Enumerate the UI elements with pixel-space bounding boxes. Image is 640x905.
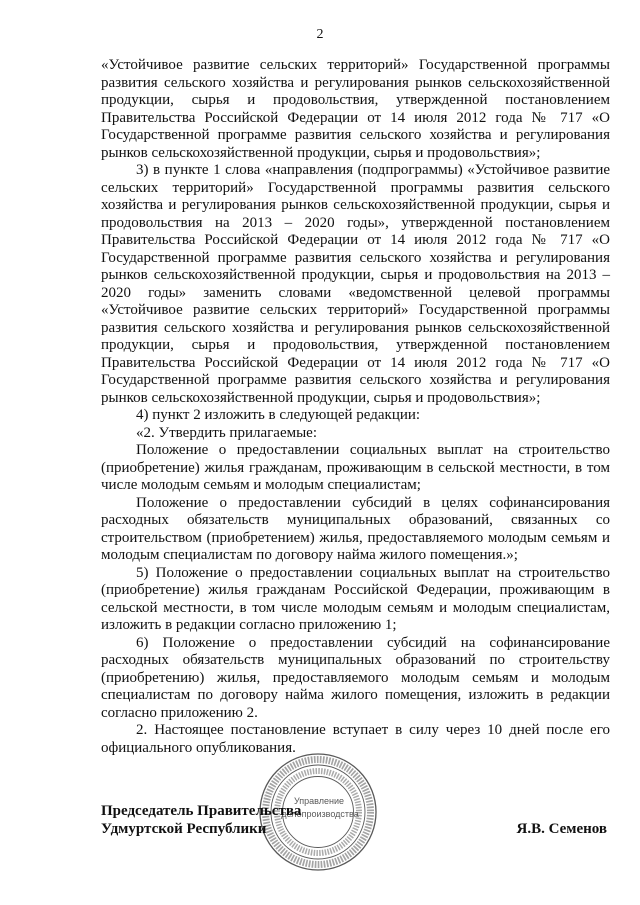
text-line: изложить в редакции согласно приложению 1; [101,617,397,633]
text-line: молодым специалистам по договору найма жилого помещения.»; [101,547,518,563]
text-line: расходных обязательств муниципальных образований, связанных со [101,512,610,528]
text-line: специалистам по договору найма жилого помещения, изложить в редакции [101,687,610,703]
signatory-title-line-2: Удмуртской Республики [101,821,267,837]
text-line: Государственной программе развития сельского хозяйства и регулирования [101,249,610,266]
paragraph-3 [101,407,610,425]
text-line: 4) пункт 2 изложить в следующей редакции: [136,407,421,423]
text-line: Государственной программе развития сельского хозяйства и регулирования [101,127,610,143]
text-line: строительством (приобретением) жилья, предоставляемого молодым семьям и [101,529,610,546]
text-line: продукции, сырья и продовольствия, утвержденной постановлением [101,92,610,108]
text-line: числе молодым семьям и молодым специалистам; [101,477,421,493]
paragraph-2 [101,162,610,407]
paragraph-6 [101,495,610,565]
text-line: Правительства Российской Федерации от 14 июля 2012 года № 717 «О [101,354,610,371]
seal-center-line-1: Управление [293,796,345,806]
document-body [101,57,610,757]
text-line: сельских территорий» Государственной программы развития сельского [101,179,610,196]
seal-center-line-2: делопроизводства [281,809,359,819]
text-line: рынков сельскохозяйственной продукции, сырья и продовольствия на 2013 – [101,267,610,283]
paragraph-1 [101,57,610,162]
text-line: сельской местности, в том числе молодым семьям и молодым специалистам, [101,599,610,616]
text-line: Положение о предоставлении социальных выплат на строительство [136,442,610,458]
text-line: официального опубликования. [101,739,296,756]
text-line: «Устойчивое развитие сельских территорий» Государственной программы [101,57,610,73]
page-number: 2 [316,27,324,42]
signatory-name: Я.В. Семенов [516,821,607,837]
text-line: (приобретению) жилья, предоставляемого молодым семьям и молодым [101,669,610,686]
text-line: «2. Утвердить прилагаемые: [136,424,317,441]
text-line: (приобретение) жилья гражданам, проживающим в сельской местности, в том [101,459,610,476]
text-line: продукции, сырья и продовольствия, утвержденной постановлением [101,337,610,353]
paragraph-4 [101,425,610,443]
text-line: развития сельского хозяйства и регулирования рынков сельскохозяйственной [101,319,610,336]
paragraph-7 [101,565,610,635]
text-line: хозяйства и регулирования рынков сельскохозяйственной продукции, сырья и [101,197,610,213]
paragraph-8 [101,635,610,723]
text-line: расходных обязательств муниципальных образований по строительству [101,652,610,668]
signatory-title-line-1: Председатель Правительства [101,803,302,819]
text-line: Правительства Российской Федерации от 14 июля 2012 года № 717 «О [101,109,610,126]
text-line: 3) в пункте 1 слова «направления (подпрограммы) «Устойчивое развитие [136,162,610,178]
text-line: 6) Положение о предоставлении субсидий на софинансирование [136,634,610,651]
text-line: продовольствия на 2013 – 2020 годы», утвержденной постановлением [101,214,610,231]
text-line: «Устойчивое развитие сельских территорий» Государственной программы [101,302,610,318]
text-line: Положение о предоставлении субсидий в целях софинансирования [136,494,610,511]
paragraph-5 [101,442,610,495]
text-line: Правительства Российской Федерации от 14 июля 2012 года № 717 «О [101,232,610,248]
text-line: (приобретение) жилья гражданам Российской Федерации, проживающим в [101,582,610,598]
text-line: согласно приложению 2. [101,704,258,721]
text-line: Государственной программе развития сельского хозяйства и регулирования [101,372,610,388]
text-line: 5) Положение о предоставлении социальных выплат на строительство [136,564,610,581]
text-line: рынков сельскохозяйственной продукции, сырья и продовольствия»; [101,389,541,406]
text-line: 2. Настоящее постановление вступает в силу через 10 дней после его [136,722,610,738]
text-line: 2020 годы» заменить словами «ведомственной целевой программы [101,284,610,301]
text-line: рынков сельскохозяйственной продукции, сырья и продовольствия»; [101,144,541,161]
text-line: развития сельского хозяйства и регулирования рынков сельскохозяйственной [101,74,610,91]
round-seal-icon [256,750,380,874]
